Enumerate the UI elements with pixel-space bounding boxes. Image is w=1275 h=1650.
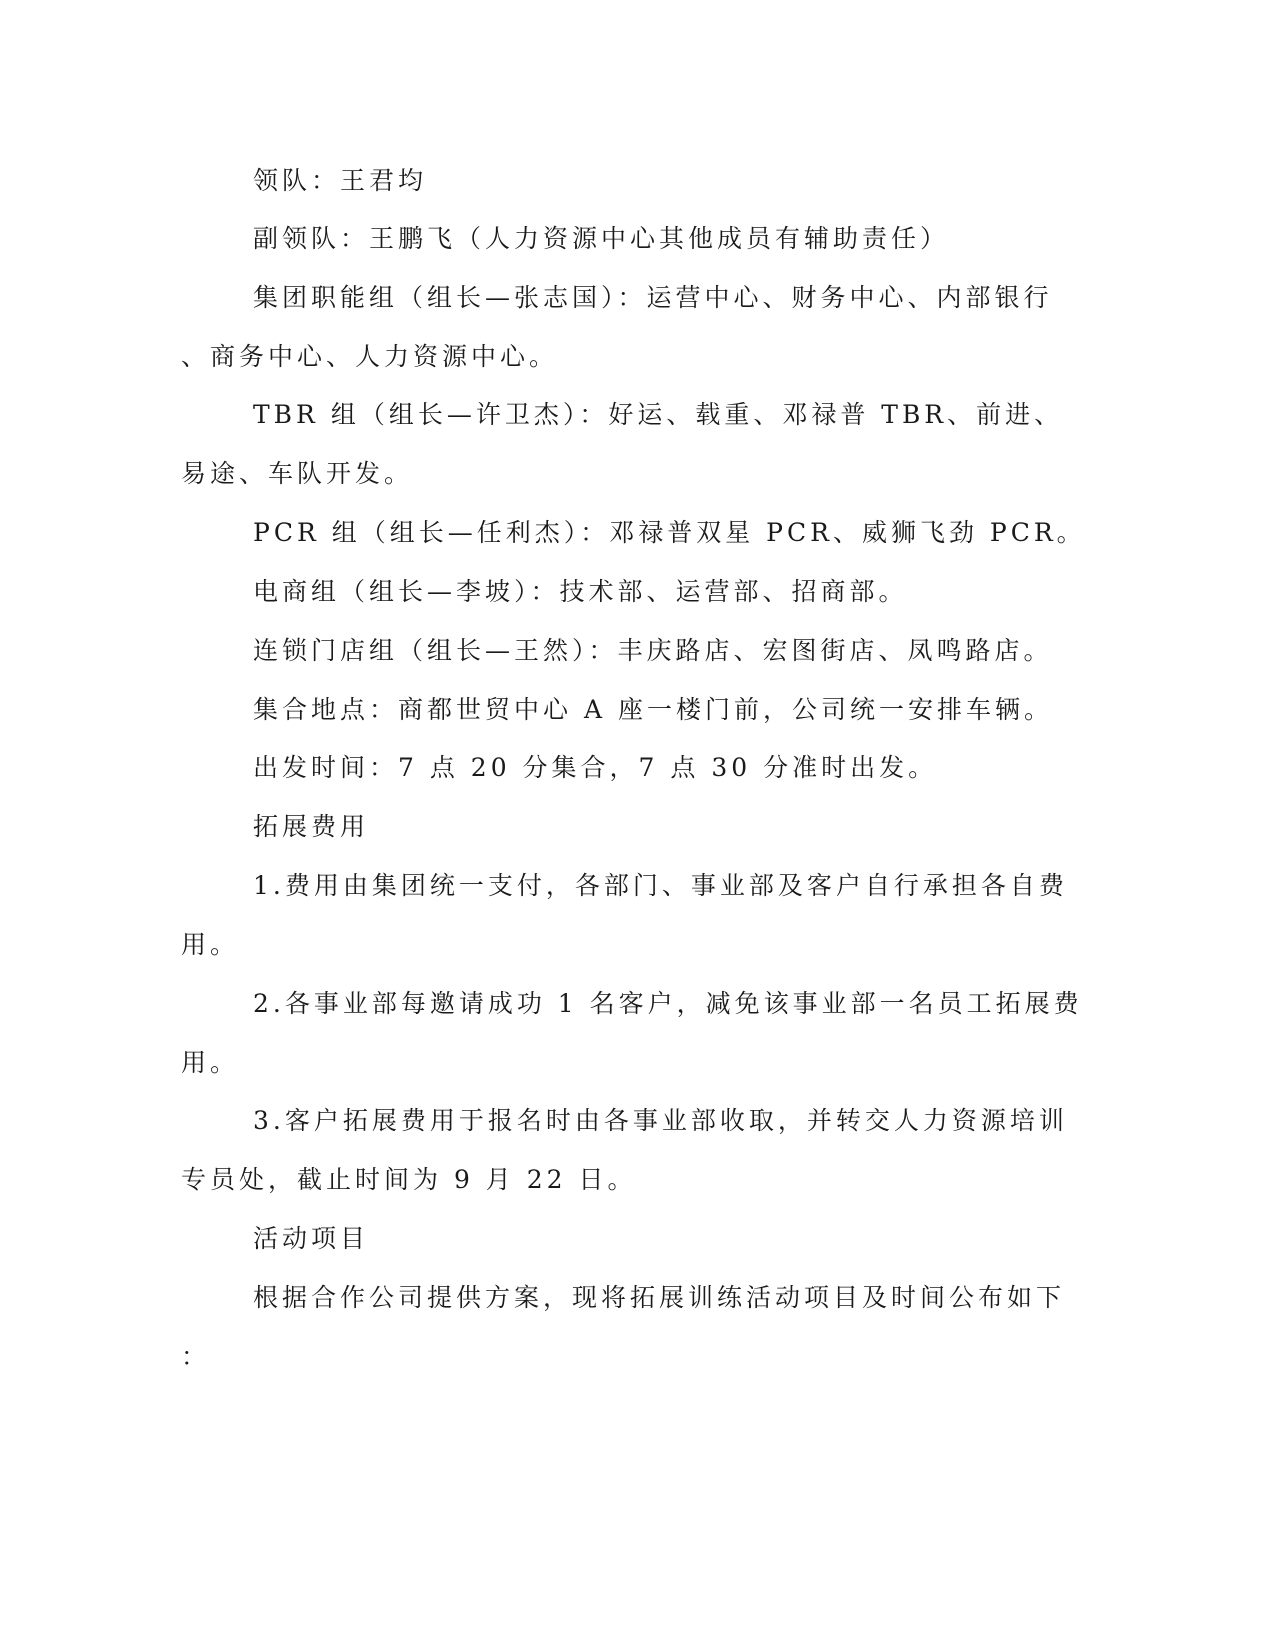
group-chain-stores-line: 连锁门店组（组长—王然）：丰庆路店、宏图街店、凤鸣路店。 (253, 636, 1053, 665)
group-ecommerce-line: 电商组（组长—李坡）：技术部、运营部、招商部。 (253, 577, 908, 606)
group-functional-line: 集团职能组（组长—张志国）：运营中心、财务中心、内部银行 (253, 283, 1053, 312)
group-functional-continuation: 、商务中心、人力资源中心。 (181, 342, 559, 371)
activities-intro-continuation: ： (181, 1342, 211, 1371)
expense-item-1: 1.费用由集团统一支付，各部门、事业部及客户自行承担各自费 (253, 871, 1068, 900)
group-pcr-line: PCR 组（组长—任利杰）：邓禄普双星 PCR、威狮飞劲 PCR。 (253, 518, 1086, 547)
group-tbr-continuation: 易途、车队开发。 (181, 459, 414, 488)
expense-item-1-continuation: 用。 (181, 930, 240, 959)
expense-item-2: 2.各事业部每邀请成功 1 名客户，减免该事业部一名员工拓展费 (253, 989, 1083, 1018)
expense-item-3: 3.客户拓展费用于报名时由各事业部收取，并转交人力资源培训 (253, 1106, 1068, 1135)
deputy-leader-line: 副领队：王鹏飞（人力资源中心其他成员有辅助责任） (253, 224, 950, 253)
meeting-place-line: 集合地点：商都世贸中心 A 座一楼门前，公司统一安排车辆。 (253, 695, 1053, 724)
expense-item-2-continuation: 用。 (181, 1048, 240, 1077)
section-heading-expenses: 拓展费用 (253, 812, 370, 841)
activities-intro-line: 根据合作公司提供方案，现将拓展训练活动项目及时间公布如下 (253, 1283, 1066, 1312)
expense-item-3-continuation: 专员处，截止时间为 9 月 22 日。 (181, 1165, 637, 1194)
leader-line: 领队：王君均 (253, 166, 428, 195)
departure-time-line: 出发时间：7 点 20 分集合，7 点 30 分准时出发。 (253, 753, 938, 782)
group-tbr-line: TBR 组（组长—许卫杰）：好运、载重、邓禄普 TBR、前进、 (253, 400, 1064, 429)
section-heading-activities: 活动项目 (253, 1224, 370, 1253)
